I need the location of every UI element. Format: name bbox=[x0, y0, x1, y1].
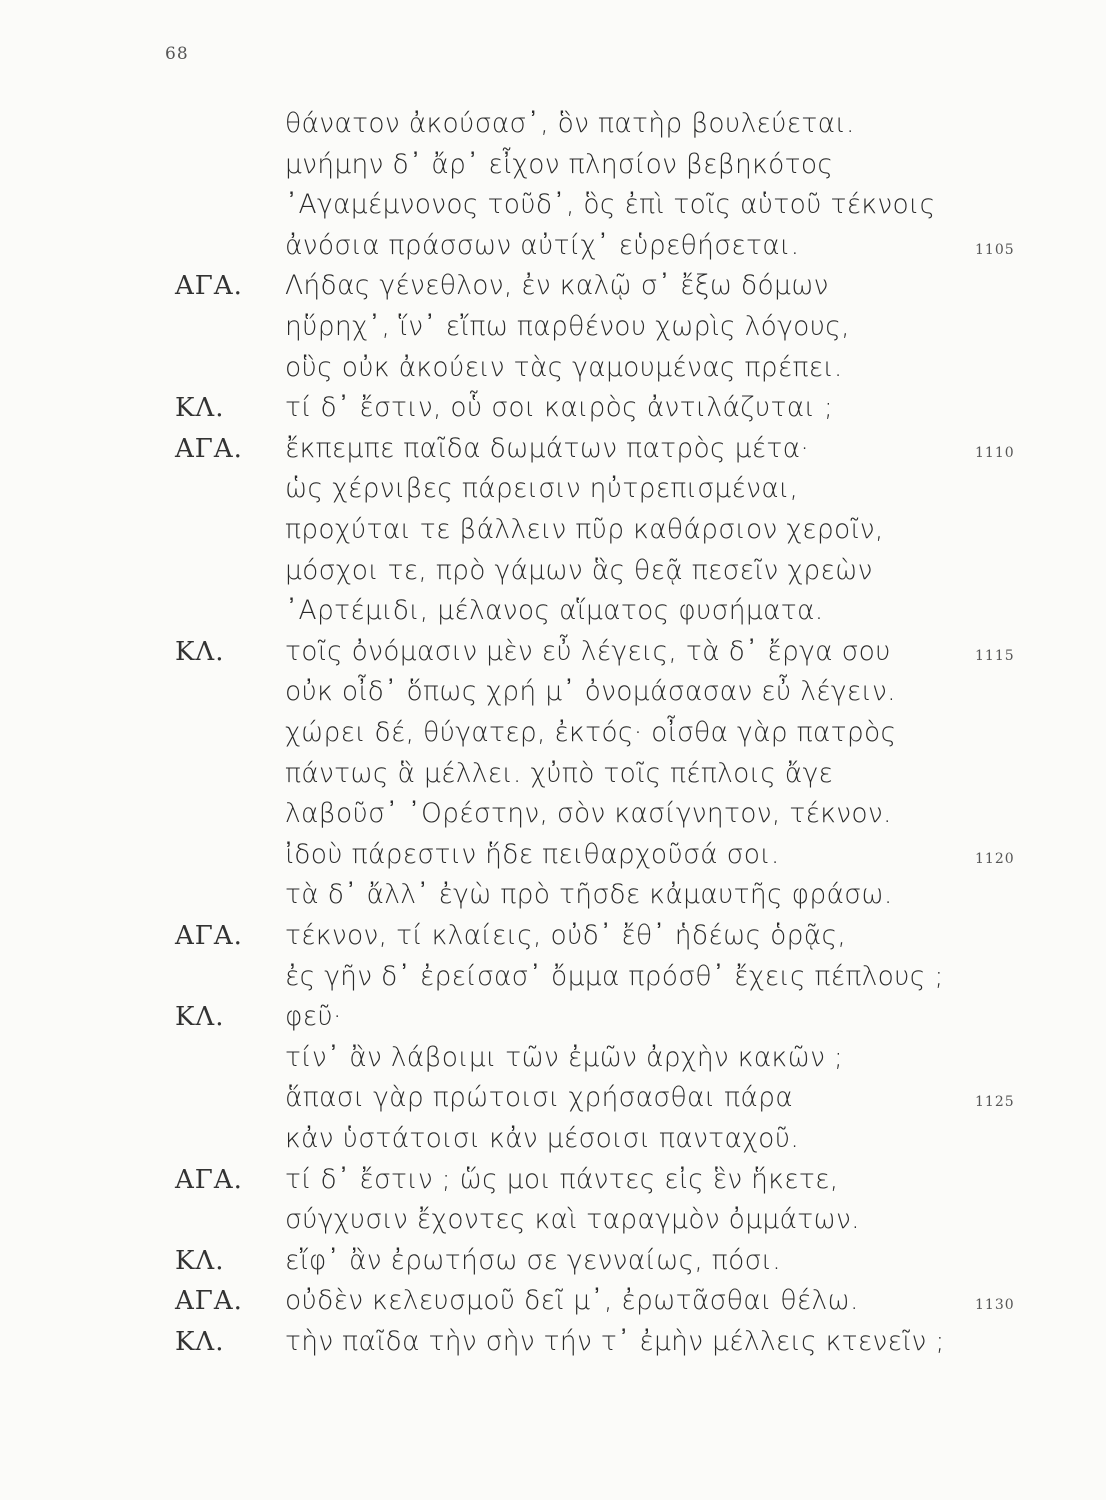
speaker-label: ΚΛ. bbox=[175, 1327, 225, 1357]
verse-text: τίν᾿ ἂν λάβοιμι τῶν ἐμῶν ἀρχὴν κακῶν ; bbox=[285, 1041, 844, 1073]
verse-text: ἐς γῆν δ᾿ ἐρείσασ᾿ ὄμμα πρόσθ᾿ ἔχεις πέπλους ; bbox=[285, 960, 944, 992]
verse-line bbox=[0, 551, 1106, 591]
verse-line bbox=[0, 145, 1106, 185]
verse-line bbox=[0, 1160, 1106, 1200]
line-number: 1120 bbox=[975, 850, 1015, 867]
page-number: 68 bbox=[165, 44, 189, 64]
verse-line bbox=[0, 1038, 1106, 1078]
verse-line bbox=[0, 307, 1106, 347]
verse-text: τί δ᾿ ἔστιν ; ὥς μοι πάντες εἰς ἓν ἥκετε, bbox=[285, 1163, 839, 1195]
line-number: 1130 bbox=[975, 1297, 1015, 1314]
verse-text: ἔκπεμπε παῖδα δωμάτων πατρὸς μέτα· bbox=[285, 432, 810, 464]
line-number: 1110 bbox=[975, 444, 1015, 461]
verse-text: εἴφ᾿ ἂν ἐρωτήσω σε γενναίως, πόσι. bbox=[285, 1244, 781, 1276]
verse-line bbox=[0, 104, 1106, 144]
verse-line bbox=[0, 185, 1106, 225]
line-number: 1125 bbox=[975, 1094, 1015, 1111]
speaker-label: ΚΛ. bbox=[175, 1245, 225, 1276]
verse-text: ὡς χέρνιβες πάρεισιν ηὐτρεπισμέναι, bbox=[285, 473, 799, 505]
verse-text: οὐδὲν κελευσμοῦ δεῖ μ᾿, ἐρωτᾶσθαι θέλω. bbox=[285, 1285, 859, 1317]
verse-line bbox=[0, 713, 1106, 753]
verse-text: μόσχοι τε, πρὸ γάμων ἃς θεᾷ πεσεῖν χρεὼν bbox=[285, 554, 873, 586]
speaker-label: ΑΓΑ. bbox=[175, 271, 243, 302]
verse-text: ἅπασι γὰρ πρώτοισι χρήσασθαι πάρα bbox=[285, 1082, 793, 1114]
speaker-label: ΚΛ. bbox=[175, 1002, 225, 1033]
verse-line bbox=[0, 348, 1106, 388]
verse-text: ᾿Αγαμέμνονος τοῦδ᾿, ὃς ἐπὶ τοῖς αὑτοῦ τέκνοις bbox=[285, 189, 936, 221]
verse-text: ἰδοὺ πάρεστιν ἥδε πειθαρχοῦσά σοι. bbox=[285, 838, 780, 870]
line-number: 1115 bbox=[975, 647, 1015, 664]
verse-line bbox=[0, 266, 1106, 306]
verse-text: φεῦ· bbox=[285, 1001, 342, 1033]
verse-line bbox=[0, 957, 1106, 997]
verse-text: χώρει δέ, θύγατερ, ἐκτός· οἶσθα γὰρ πατρὸς bbox=[285, 717, 897, 748]
verse-text: ᾿Αρτέμιδι, μέλανος αἵματος φυσήματα. bbox=[285, 595, 824, 627]
verse-text: ηὕρηχ᾿, ἵν᾿ εἴπω παρθένου χωρὶς λόγους, bbox=[285, 311, 850, 342]
verse-text: τὰ δ᾿ ἄλλ᾿ ἐγὼ πρὸ τῆσδε κἀμαυτῆς φράσω. bbox=[285, 879, 893, 911]
verse-line bbox=[0, 916, 1106, 956]
speaker-label: ΑΓΑ. bbox=[175, 1164, 243, 1195]
verse-text: προχύται τε βάλλειν πῦρ καθάρσιον χεροῖν, bbox=[285, 514, 884, 545]
verse-text: οὐκ οἶδ᾿ ὅπως χρή μ᾿ ὀνομάσασαν εὖ λέγειν. bbox=[285, 676, 896, 708]
verse-text: οὓς οὐκ ἀκούειν τὰς γαμουμένας πρέπει. bbox=[285, 351, 843, 383]
verse-line bbox=[0, 997, 1106, 1037]
verse-text: λαβοῦσ᾿ ᾿Ορέστην, σὸν κασίγνητον, τέκνον. bbox=[285, 798, 892, 830]
speaker-label: ΑΓΑ. bbox=[175, 921, 243, 951]
verse-text: σύγχυσιν ἔχοντες καὶ ταραγμὸν ὀμμάτων. bbox=[285, 1204, 860, 1236]
verse-text: ἀνόσια πράσσων αὐτίχ᾿ εὑρεθήσεται. bbox=[285, 229, 800, 261]
verse-line bbox=[0, 875, 1106, 915]
verse-text: Λήδας γένεθλον, ἐν καλῷ σ᾿ ἔξω δόμων bbox=[285, 270, 829, 302]
speaker-label: ΚΛ. bbox=[175, 393, 225, 424]
verse-line bbox=[0, 429, 1106, 469]
speaker-label: ΑΓΑ. bbox=[175, 433, 243, 464]
verse-line bbox=[0, 1241, 1106, 1281]
verse-line bbox=[0, 1281, 1106, 1321]
verse-line bbox=[0, 469, 1106, 509]
verse-line bbox=[0, 1078, 1106, 1118]
verse-text: πάντως ἃ μέλλει. χὐπὸ τοῖς πέπλοις ἄγε bbox=[285, 757, 834, 789]
verse-line bbox=[0, 632, 1106, 672]
speaker-label: ΚΛ. bbox=[175, 636, 225, 667]
line-number: 1105 bbox=[975, 241, 1015, 258]
verse-line bbox=[0, 1200, 1106, 1240]
verse-text: τί δ᾿ ἔστιν, οὗ σοι καιρὸς ἀντιλάζυται ; bbox=[285, 392, 834, 424]
verse-line bbox=[0, 754, 1106, 794]
verse-text: τέκνον, τί κλαίεις, οὐδ᾿ ἔθ᾿ ἡδέως ὁρᾷς, bbox=[285, 920, 847, 951]
verse-line bbox=[0, 1322, 1106, 1362]
verse-line bbox=[0, 591, 1106, 631]
verse-line bbox=[0, 226, 1106, 266]
verse-line bbox=[0, 1119, 1106, 1159]
verse-text: τοῖς ὀνόμασιν μὲν εὖ λέγεις, τὰ δ᾿ ἔργα σου bbox=[285, 635, 891, 667]
verse-line bbox=[0, 672, 1106, 712]
speaker-label: ΑΓΑ. bbox=[175, 1286, 243, 1317]
verse-line bbox=[0, 388, 1106, 428]
verse-text: κἀν ὑστάτοισι κἀν μέσοισι πανταχοῦ. bbox=[285, 1123, 800, 1154]
verse-line bbox=[0, 794, 1106, 834]
verse-text: τὴν παῖδα τὴν σὴν τήν τ᾿ ἐμὴν μέλλεις κτενεῖν ; bbox=[285, 1326, 945, 1357]
verse-text: θάνατον ἀκούσασ᾿, ὃν πατὴρ βουλεύεται. bbox=[285, 108, 855, 139]
verse-line bbox=[0, 835, 1106, 875]
verse-line bbox=[0, 510, 1106, 550]
verse-text: μνήμην δ᾿ ἄρ᾿ εἶχον πλησίον βεβηκότος bbox=[285, 148, 834, 180]
